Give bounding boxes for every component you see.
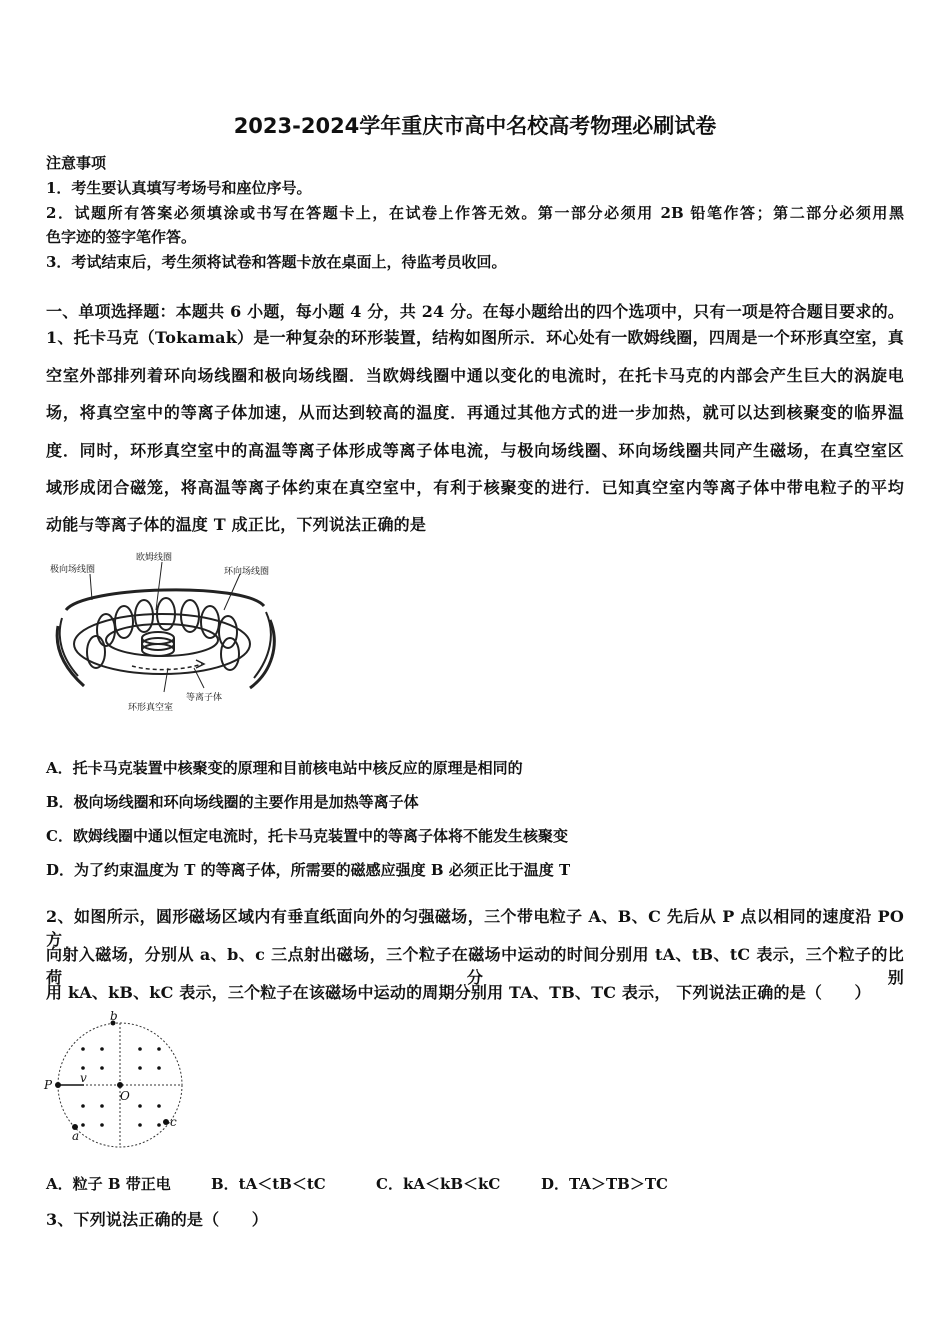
field-dot [81, 1066, 85, 1070]
field-dot [157, 1104, 161, 1108]
magnetic-field-figure [40, 1010, 190, 1150]
q2-option-d: D．TA＞TB＞TC [541, 1175, 668, 1193]
question-2-line: 用 kA、kB、kC 表示，三个粒子在该磁场中运动的周期分别用 TA、TB、TC 表示， 下列说法正确的是（ ） [46, 983, 871, 1002]
q2-option-c: C．kA＜kB＜kC [376, 1175, 501, 1193]
field-dot [138, 1104, 142, 1108]
velocity-label: v [80, 1071, 87, 1085]
question-3-line: 3、下列说法正确的是（ ） [46, 1210, 268, 1229]
field-dot [157, 1123, 161, 1127]
field-dot [100, 1104, 104, 1108]
label-ohmic-coil: 欧姆线圈 [136, 553, 173, 563]
question-2-line: 向射入磁场，分别从 a、b、c 三点射出磁场，三个粒子在磁场中运动的时间分别用 tA、tB、tC 表示，三个粒子的比荷分别 [46, 945, 904, 987]
question-1-line: 动能与等离子体的温度 T 成正比，下列说法正确的是 [46, 515, 427, 534]
point-o-label: O [120, 1089, 130, 1103]
label-poloidal-coil: 极向场线圈 [50, 565, 96, 575]
q2-option-b: B．tA＜tB＜tC [211, 1175, 326, 1193]
label-chamber: 环形真空室 [128, 703, 174, 713]
notice-heading: 注意事项 [46, 154, 107, 172]
field-dot [138, 1123, 142, 1127]
field-dot [157, 1066, 161, 1070]
q1-option-b: B．极向场线圈和环向场线圈的主要作用是加热等离子体 [46, 793, 419, 811]
field-dot [138, 1066, 142, 1070]
question-1-line: 度．同时，环形真空室中的高温等离子体形成等离子体电流，与极向场线圈、环向场线圈共同产生磁场，在真空室区 [46, 441, 904, 460]
question-1-line: 1、托卡马克（Tokamak）是一种复杂的环形装置，结构如图所示．环心处有一欧姆线圈，四周是一个环形真空室，真 [46, 328, 904, 347]
q1-option-a: A．托卡马克装置中核聚变的原理和目前核电站中核反应的原理是相同的 [46, 759, 523, 777]
label-toroidal-coil: 环向场线圈 [224, 567, 270, 577]
tokamak-diagram [44, 548, 284, 716]
point-a-label: a [72, 1129, 80, 1143]
section-heading: 一、单项选择题：本题共 6 小题，每小题 4 分，共 24 分。在每小题给出的四个选项中，只有一项是符合题目要求的。 [46, 302, 904, 321]
field-dot [100, 1066, 104, 1070]
page-title: 2023-2024学年重庆市高中名校高考物理必刷试卷 [233, 114, 717, 138]
q1-option-d: D．为了约束温度为 T 的等离子体，所需要的磁感应强度 B 必须正比于温度 T [46, 861, 571, 879]
question-2-line: 2、如图所示，圆形磁场区域内有垂直纸面向外的匀强磁场，三个带电粒子 A、B、C 先后从 P 点以相同的速度沿 PO 方 [46, 907, 904, 949]
notice-item: 3．考试结束后，考生须将试卷和答题卡放在桌面上，待监考员收回。 [46, 253, 507, 271]
point-c-label: c [170, 1115, 177, 1129]
point-b-label: b [110, 1010, 118, 1023]
notice-item: 2．试题所有答案必须填涂或书写在答题卡上，在试卷上作答无效。第一部分必须用 2B 铅笔作答；第二部分必须用黑 [46, 204, 904, 222]
field-dot [100, 1123, 104, 1127]
field-dot [157, 1047, 161, 1051]
q1-option-c: C．欧姆线圈中通以恒定电流时，托卡马克装置中的等离子体将不能发生核聚变 [46, 827, 568, 845]
field-dot [81, 1047, 85, 1051]
label-plasma: 等离子体 [186, 693, 223, 703]
field-dot [138, 1047, 142, 1051]
field-dot [100, 1047, 104, 1051]
q2-option-a: A．粒子 B 带正电 [46, 1175, 171, 1193]
question-1-line: 空室外部排列着环向场线圈和极向场线圈．当欧姆线圈中通以变化的电流时，在托卡马克的内部会产生巨大的涡旋电 [46, 366, 904, 385]
field-dot [81, 1123, 85, 1127]
field-dot [81, 1104, 85, 1108]
notice-item: 1．考生要认真填写考场号和座位序号。 [46, 179, 312, 197]
question-1-line: 场，将真空室中的等离子体加速，从而达到较高的温度．再通过其他方式的进一步加热，就可以达到核聚变的临界温 [46, 403, 904, 422]
circle-field-diagram [40, 1010, 190, 1150]
point-p-label: P [44, 1078, 53, 1092]
tokamak-figure [44, 548, 284, 716]
question-1-line: 域形成闭合磁笼，将高温等离子体约束在真空室中，有利于核聚变的进行．已知真空室内等离子体中带电粒子的平均 [46, 478, 904, 497]
notice-item: 色字迹的签字笔作答。 [46, 228, 197, 246]
